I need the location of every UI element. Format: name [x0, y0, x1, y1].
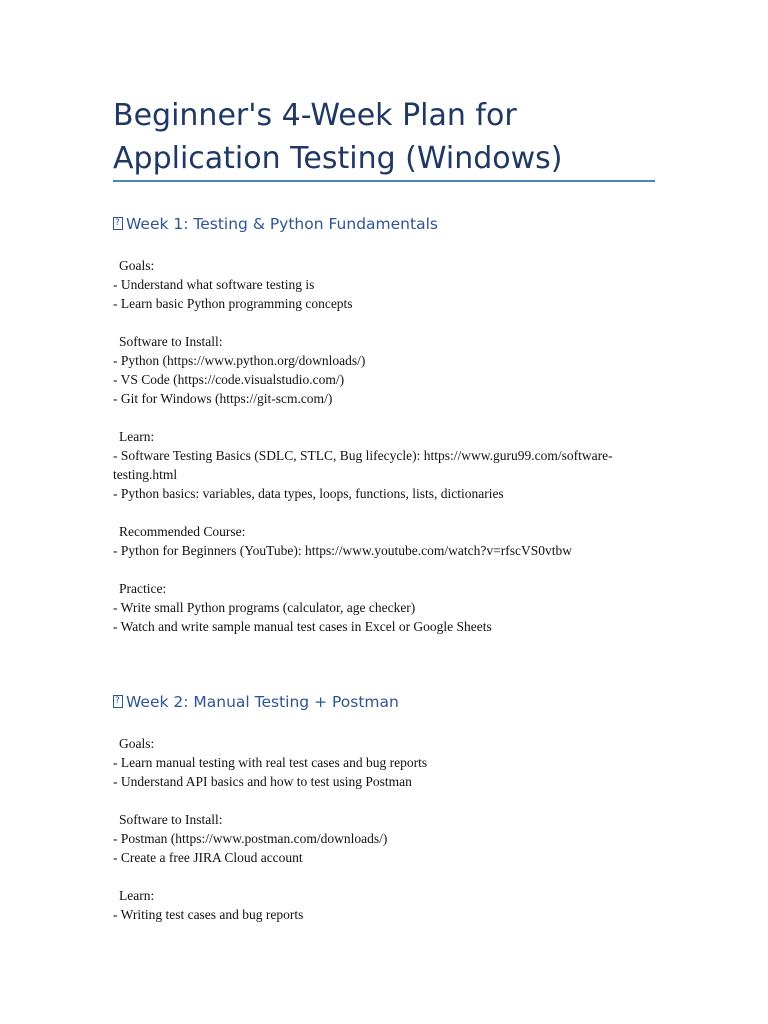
list-item: - Understand what software testing is: [113, 277, 315, 292]
week2-section: [113, 734, 658, 943]
week1-heading: [113, 214, 438, 234]
week2-goals: [113, 734, 658, 791]
week1-course: [113, 522, 658, 560]
title-underline: [113, 180, 655, 182]
week2-heading-text: Week 2: Manual Testing + Postman: [126, 693, 399, 711]
list-item: - VS Code (https://code.visualstudio.com/): [113, 372, 345, 387]
week1-software: [113, 332, 658, 408]
week1-course-label: Recommended Course:: [119, 524, 246, 539]
list-item: - Watch and write sample manual test cases in Excel or Google Sheets: [113, 619, 492, 634]
week1-goals: [113, 256, 658, 313]
list-item: - Learn manual testing with real test cases and bug reports: [113, 755, 428, 770]
week2-software-label: Software to Install:: [119, 812, 223, 827]
list-item: - Create a free JIRA Cloud account: [113, 850, 303, 865]
week1-practice: [113, 579, 658, 636]
week1-heading-text: Week 1: Testing & Python Fundamentals: [126, 215, 438, 233]
week1-practice-label: Practice:: [119, 581, 167, 596]
list-item: - Write small Python programs (calculator, age checker): [113, 600, 416, 615]
missing-glyph-icon: [113, 217, 123, 230]
week2-heading: [113, 692, 399, 712]
list-item: - Learn basic Python programming concepts: [113, 296, 353, 311]
week2-learn-label: Learn:: [119, 888, 155, 903]
list-item: - Understand API basics and how to test using Postman: [113, 774, 412, 789]
week1-learn-label: Learn:: [119, 429, 155, 444]
list-item: - Git for Windows (https://git-scm.com/): [113, 391, 333, 406]
week2-goals-label: Goals:: [119, 736, 155, 751]
week2-learn: [113, 886, 658, 924]
list-item: - Python for Beginners (YouTube): https://www.youtube.com/watch?v=rfscVS0vtbw: [113, 543, 572, 558]
list-item: - Python basics: variables, data types, loops, functions, lists, dictionaries: [113, 486, 504, 501]
list-item: - Writing test cases and bug reports: [113, 907, 304, 922]
list-item: - Python (https://www.python.org/downloads/): [113, 353, 366, 368]
week1-goals-label: Goals:: [119, 258, 155, 273]
document-title: Beginner's 4-Week Plan for Application Testing (Windows): [113, 98, 563, 176]
list-item: - Postman (https://www.postman.com/downloads/): [113, 831, 388, 846]
missing-glyph-icon: [113, 695, 123, 708]
week2-software: [113, 810, 658, 867]
week1-section: [113, 256, 658, 655]
week1-learn: [113, 427, 658, 503]
list-item: - Software Testing Basics (SDLC, STLC, Bug lifecycle): https://www.guru99.com/software-testing.html: [113, 448, 613, 482]
week1-software-label: Software to Install:: [119, 334, 223, 349]
